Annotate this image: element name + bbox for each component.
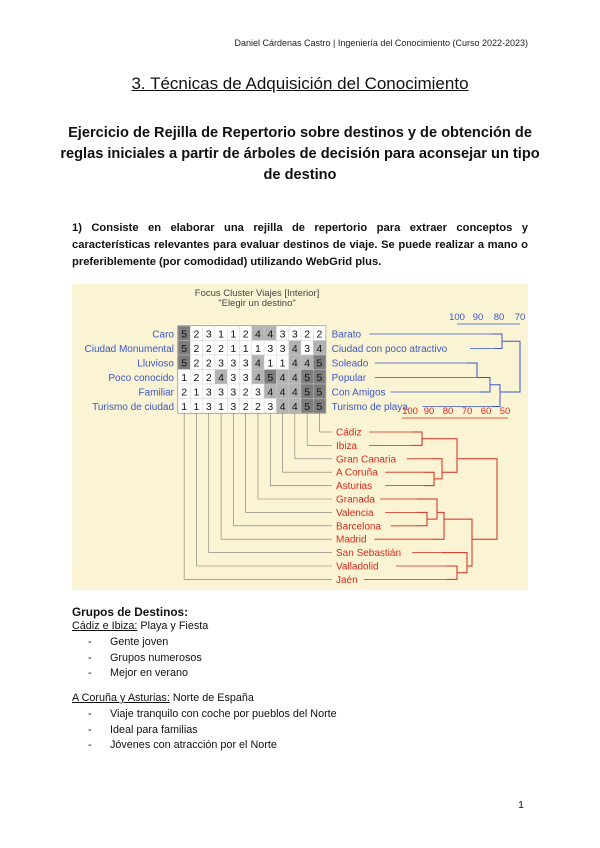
grid-cell-value: 2 bbox=[242, 386, 249, 399]
grid-cell-value: 1 bbox=[181, 400, 188, 413]
grid-cell-value: 5 bbox=[304, 400, 311, 413]
grid-cell-value: 2 bbox=[205, 357, 212, 370]
grid-cell-value: 2 bbox=[218, 342, 224, 355]
grid-cell-value: 4 bbox=[291, 400, 298, 413]
grid-cell-value: 5 bbox=[267, 371, 274, 384]
left-pole-label: Poco conocido bbox=[108, 372, 174, 384]
grid-cell-value: 5 bbox=[316, 357, 323, 370]
grid-cell-value: 4 bbox=[291, 371, 298, 384]
element-label: Granada bbox=[336, 494, 375, 506]
element-cluster-link bbox=[442, 553, 467, 573]
grid-cell-value: 2 bbox=[205, 342, 212, 355]
element-cluster-link bbox=[444, 519, 472, 566]
grid-cell-value: 2 bbox=[193, 357, 200, 370]
grid-cell-value: 4 bbox=[267, 386, 274, 399]
list-item: - Ideal para familias bbox=[88, 723, 337, 739]
construct-cluster-link bbox=[467, 363, 480, 378]
construct-cluster-link bbox=[480, 377, 490, 392]
element-scale-tick: 100 bbox=[402, 406, 418, 417]
element-cluster-link bbox=[417, 512, 427, 525]
grid-cell-value: 2 bbox=[255, 400, 261, 413]
grid-cell-value: 2 bbox=[181, 386, 188, 399]
grid-cell-value: 5 bbox=[304, 371, 311, 384]
left-pole-label: Ciudad Monumental bbox=[84, 343, 174, 355]
grid-cell-value: 2 bbox=[193, 342, 200, 355]
element-label: Gran Canaria bbox=[336, 454, 397, 466]
grid-cell-value: 3 bbox=[242, 357, 249, 370]
grid-cell-value: 3 bbox=[279, 342, 286, 355]
list-item: - Grupos numerosos bbox=[88, 651, 202, 667]
grid-cell-value: 4 bbox=[279, 400, 286, 413]
group-1-desc: Playa y Fiesta bbox=[137, 620, 209, 632]
construct-scale-tick: 90 bbox=[472, 312, 484, 323]
element-label: Madrid bbox=[336, 534, 367, 546]
section-title: 3. Técnicas de Adquisición del Conocimiento bbox=[131, 74, 469, 93]
construct-cluster-link bbox=[490, 385, 500, 407]
element-label: Jaén bbox=[336, 574, 358, 586]
element-scale-tick: 50 bbox=[499, 406, 511, 417]
grid-cell-value: 4 bbox=[291, 342, 298, 355]
construct-cluster-link bbox=[492, 334, 502, 349]
element-cluster-link bbox=[432, 512, 444, 539]
construct-scale-tick: 100 bbox=[449, 312, 465, 323]
element-label: San Sebastián bbox=[336, 548, 402, 560]
grid-cell-value: 1 bbox=[230, 328, 237, 341]
grid-cell-value: 1 bbox=[193, 400, 200, 413]
right-pole-label: Turismo de playa bbox=[331, 401, 408, 413]
element-scale-tick: 80 bbox=[442, 406, 454, 417]
grid-cell-value: 5 bbox=[316, 371, 323, 384]
grid-cell-value: 4 bbox=[279, 371, 286, 384]
element-scale-tick: 70 bbox=[461, 406, 473, 417]
element-scale-tick: 60 bbox=[480, 406, 492, 417]
grid-cell-value: 1 bbox=[230, 342, 237, 355]
grid-cell-value: 2 bbox=[193, 328, 200, 341]
grid-cell-value: 4 bbox=[291, 386, 298, 399]
grid-cell-value: 5 bbox=[304, 386, 311, 399]
grid-cell-value: 5 bbox=[316, 400, 323, 413]
grid-cell-value: 3 bbox=[267, 400, 274, 413]
group-1-name: Cádiz e Ibiza: bbox=[72, 620, 138, 632]
grid-cell-value: 3 bbox=[242, 371, 249, 384]
grid-cell-value: 2 bbox=[242, 328, 249, 341]
grid-cell-value: 2 bbox=[205, 371, 212, 384]
grid-cell-value: 3 bbox=[291, 328, 298, 341]
grid-cell-value: 5 bbox=[316, 386, 323, 399]
grid-cell-value: 3 bbox=[205, 328, 212, 341]
grid-cell-value: 1 bbox=[181, 371, 188, 384]
list-item: - Jóvenes con atracción por el Norte bbox=[88, 738, 337, 754]
element-label: Valladolid bbox=[336, 561, 379, 573]
grid-cell-value: 1 bbox=[267, 357, 274, 370]
grid-cell-value: 3 bbox=[205, 400, 212, 413]
grid-cell-value: 1 bbox=[279, 357, 286, 370]
grid-cell-value: 3 bbox=[230, 371, 237, 384]
grid-cell-value: 4 bbox=[267, 328, 274, 341]
group-2-desc: Norte de España bbox=[169, 692, 254, 704]
element-cluster-link bbox=[424, 472, 434, 485]
grid-cell-value: 4 bbox=[255, 371, 261, 384]
left-pole-label: Lluvioso bbox=[137, 358, 174, 370]
grid-cell-value: 1 bbox=[193, 386, 200, 399]
left-pole-label: Turismo de ciudad bbox=[92, 401, 174, 413]
grid-cell-value: 1 bbox=[242, 342, 249, 355]
element-cluster-link bbox=[457, 459, 497, 539]
element-cluster-link bbox=[422, 439, 457, 473]
grid-cell-value: 4 bbox=[304, 357, 311, 370]
grid-cell-value: 3 bbox=[304, 342, 311, 355]
grid-cell-value: 3 bbox=[218, 357, 224, 370]
left-pole-label: Caro bbox=[152, 329, 174, 341]
grid-cell-value: 1 bbox=[218, 328, 224, 341]
grid-cell-value: 2 bbox=[304, 328, 311, 341]
grid-cell-value: 1 bbox=[218, 400, 224, 413]
intro-paragraph: 1) Consiste en elaborar una rejilla de repertorio para extraer conceptos y características relevantes para evaluar destinos de viaje. Se puede realizar a mano o preferiblemente (por comodidad) utilizando WebGrid plus. bbox=[72, 222, 528, 268]
grid-cell-value: 3 bbox=[230, 400, 237, 413]
right-pole-label: Soleado bbox=[331, 358, 369, 370]
construct-scale-tick: 80 bbox=[493, 312, 505, 323]
grid-cell-value: 4 bbox=[316, 342, 323, 355]
exercise-subtitle: Ejercicio de Rejilla de Repertorio sobre destinos y de obtención de reglas iniciales a partir de árboles de decisión para aconsejar un tipo de destino bbox=[60, 125, 540, 183]
construct-scale-tick: 70 bbox=[514, 312, 526, 323]
list-item: - Viaje tranquilo con coche por pueblos del Norte bbox=[88, 707, 337, 723]
grid-cell-value: 2 bbox=[242, 400, 249, 413]
grid-cell-value: 5 bbox=[181, 357, 188, 370]
grid-cell-value: 3 bbox=[279, 328, 286, 341]
right-pole-label: Popular bbox=[331, 372, 367, 384]
grid-cell-value: 1 bbox=[255, 342, 261, 355]
element-cluster-link bbox=[447, 566, 457, 579]
figure-subtitle: "Elegir un destino" bbox=[218, 298, 296, 309]
grid-cell-value: 2 bbox=[193, 371, 200, 384]
element-label: Asturias bbox=[336, 481, 373, 493]
list-item: - Gente joven bbox=[88, 635, 202, 651]
construct-cluster-link bbox=[500, 341, 520, 392]
group-1-bullets bbox=[88, 635, 202, 682]
group-2-title bbox=[72, 692, 254, 704]
element-label: Barcelona bbox=[336, 521, 382, 533]
element-label: Valencia bbox=[336, 507, 374, 519]
grid-cell-value: 5 bbox=[181, 342, 188, 355]
focus-cluster-diagram bbox=[72, 284, 528, 590]
element-label: A Coruña bbox=[336, 467, 378, 479]
grid-cell-value: 2 bbox=[316, 328, 323, 341]
grid-cell-value: 3 bbox=[230, 357, 237, 370]
element-label: Ibiza bbox=[336, 440, 358, 452]
element-label: Cádiz bbox=[336, 427, 362, 439]
right-pole-label: Con Amigos bbox=[331, 387, 386, 399]
group-1-title bbox=[72, 620, 208, 632]
grid-cell-value: 3 bbox=[255, 386, 261, 399]
groups-heading: Grupos de Destinos: bbox=[72, 605, 189, 619]
left-pole-label: Familiar bbox=[138, 387, 174, 399]
grid-cell-value: 5 bbox=[181, 328, 188, 341]
right-pole-label: Barato bbox=[331, 329, 362, 341]
element-cluster-link bbox=[412, 432, 422, 445]
grid-cell-value: 3 bbox=[218, 386, 224, 399]
page-number: 1 bbox=[518, 799, 524, 811]
group-2-name: A Coruña y Asturias: bbox=[72, 692, 170, 704]
page-header: Daniel Cárdenas Castro | Ingeniería del Conocimiento (Curso 2022-2023) bbox=[234, 38, 528, 48]
grid-cell-value: 3 bbox=[267, 342, 274, 355]
grid-cell-value: 4 bbox=[255, 357, 261, 370]
repertory-grid-figure bbox=[72, 284, 528, 590]
list-item: - Mejor en verano bbox=[88, 666, 202, 682]
grid-cell-value: 3 bbox=[230, 386, 237, 399]
grid-cell-value: 4 bbox=[255, 328, 261, 341]
element-scale-tick: 90 bbox=[423, 406, 435, 417]
right-pole-label: Ciudad con poco atractivo bbox=[331, 343, 448, 355]
grid-cell-value: 4 bbox=[279, 386, 286, 399]
figure-title: Focus Cluster Viajes [Interior] bbox=[194, 288, 320, 299]
grid-cell-value: 3 bbox=[205, 386, 212, 399]
group-2-bullets bbox=[88, 707, 337, 754]
grid-cell-value: 4 bbox=[218, 371, 224, 384]
grid-cell-value: 4 bbox=[291, 357, 298, 370]
